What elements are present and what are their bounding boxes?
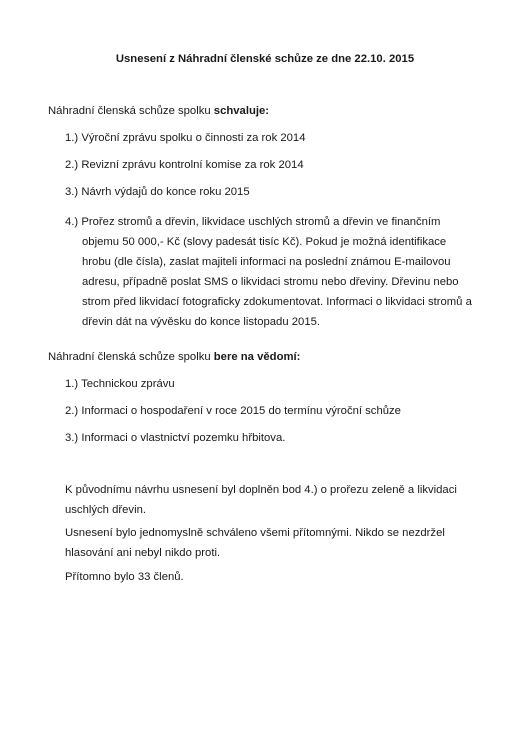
note-attendance: Přítomno bylo 33 členů. [65,571,184,583]
acknowledged-item-2: 2.) Informaci o hospodaření v roce 2015 do termínu výroční schůze [65,405,401,417]
section-approves-keyword: schvaluje: [213,105,270,117]
note-vote-result: Usnesení bylo jednomyslně schváleno všemi přítomnými. Nikdo se nezdržel hlasování ani nebyl nikdo proti. [65,527,445,559]
approved-item-3: 3.) Návrh výdajů do konce roku 2015 [65,186,250,198]
note-amendment: K původnímu návrhu usnesení byl doplněn bod 4.) o prořezu zeleně a likvidaci uschlých dřevin. [65,484,457,516]
approved-item-2: 2.) Revizní zprávu kontrolní komise za rok 2014 [65,159,304,171]
section-acknowledges-keyword: bere na vědomí: [213,351,301,363]
section-approves-intro-text: Náhradní členská schůze spolku [48,105,214,117]
section-approves-intro [48,104,488,118]
acknowledged-items-list [65,377,485,458]
acknowledged-item-3: 3.) Informaci o vlastnictví pozemku hřbitova. [65,432,286,444]
section-acknowledges-intro-text: Náhradní členská schůze spolku [48,351,214,363]
acknowledged-item-1: 1.) Technickou zprávu [65,378,175,390]
approved-items-list [65,131,485,332]
document-title: Usnesení z Náhradní členské schůze ze dne 22.10. 2015 [115,53,415,65]
approved-item-1: 1.) Výroční zprávu spolku o činnosti za rok 2014 [65,132,306,144]
section-acknowledges-intro [48,350,488,364]
approved-item-4: 4.) Prořez stromů a dřevin, likvidace uschlých stromů a dřevin ve finančním objemu 50 000,- Kč (slovy padesát tisíc Kč). Pokud je možná identifikace hrobu (dle čísla), zaslat majiteli informaci na poslední známou E-mailovou adresu, případně poslat SMS o likvidaci stromu nebo dřeviny. Dřevinu nebo strom před likvidací fotograficky zdokumentovat. Informaci o likvidaci stromů a dřevin dát na vývěsku do konce listopadu 2015. [65,216,472,328]
